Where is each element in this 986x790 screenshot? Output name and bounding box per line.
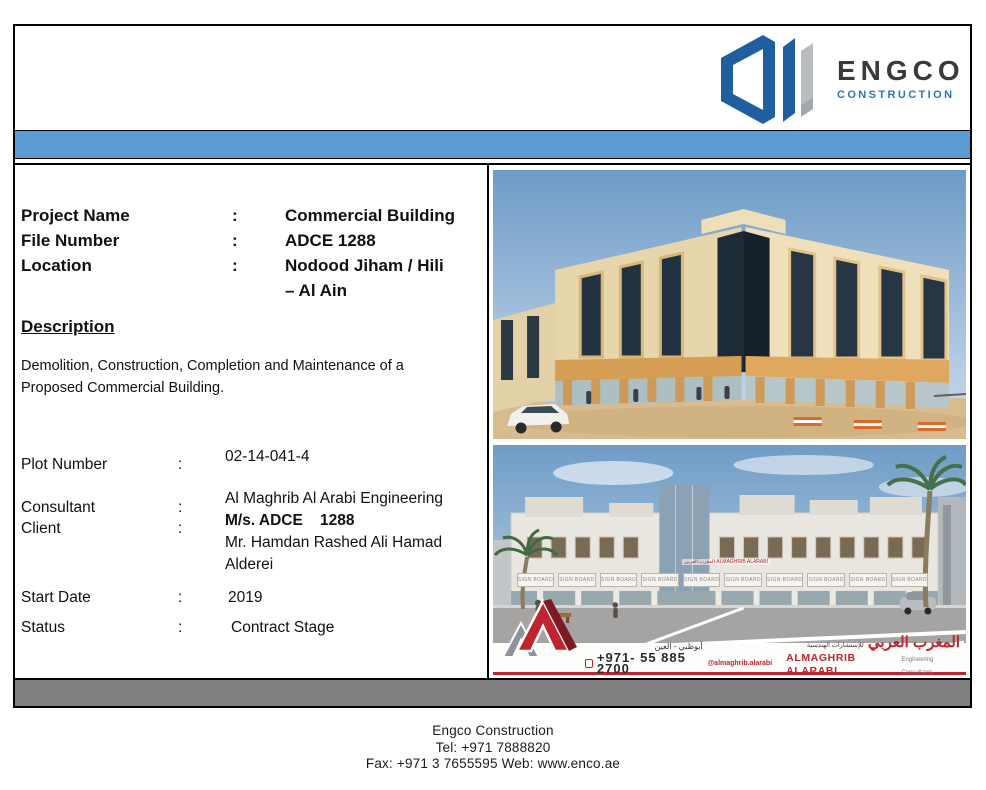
sign-board: SIGN BOARD xyxy=(891,573,929,587)
sign-board: SIGN BOARD xyxy=(558,573,596,587)
sign-board: SIGN BOARD xyxy=(849,573,887,587)
colon: : xyxy=(232,206,238,225)
start-date-label: Start Date xyxy=(21,589,91,606)
developer-logo-icon xyxy=(499,591,587,675)
instagram-handle: @almaghrib.alarabi xyxy=(707,659,773,667)
footer-tel: Tel: +971 7888820 xyxy=(435,739,551,755)
colon: : xyxy=(178,619,183,636)
facade-brand-sign: المغرب العربي ALMAGHRIB ALARABI xyxy=(684,559,768,565)
consultant-value-line1: Al Maghrib Al Arabi Engineering xyxy=(225,490,443,507)
sign-board: SIGN BOARD xyxy=(724,573,762,587)
plot-number-label: Plot Number xyxy=(21,456,108,473)
banner-contact xyxy=(585,641,772,674)
colon: : xyxy=(178,589,183,606)
banner-tagline-ar: للإستشارات الهندسية xyxy=(806,641,864,649)
photo-building-construction xyxy=(493,170,966,439)
consultant-label: Consultant xyxy=(21,499,96,516)
page-frame xyxy=(13,24,972,708)
project-details xyxy=(15,165,489,680)
sign-board: SIGN BOARD xyxy=(517,573,555,587)
sign-board-strip xyxy=(517,573,929,587)
project-photos xyxy=(489,165,970,680)
client-value-line2: Alderei xyxy=(225,556,274,573)
logo-title: ENGCO xyxy=(837,55,965,86)
status-label: Status xyxy=(21,619,65,636)
description-heading: Description xyxy=(21,317,115,336)
colon: : xyxy=(232,256,238,275)
file-number-label: File Number xyxy=(21,231,120,250)
banner-city: أبوظبي - العين xyxy=(654,642,703,651)
file-number-value: ADCE 1288 xyxy=(285,231,376,250)
top-accent-bar xyxy=(15,130,970,159)
project-name-value: Commercial Building xyxy=(285,206,456,225)
colon: : xyxy=(178,520,183,537)
sign-board: SIGN BOARD xyxy=(641,573,679,587)
footer-company: Engco Construction xyxy=(432,723,554,738)
construction-photo-illustration xyxy=(493,170,966,439)
sign-board: SIGN BOARD xyxy=(766,573,804,587)
photo-building-rendering xyxy=(493,445,966,675)
colon: : xyxy=(178,456,183,473)
plot-number-value: 02-14-041-4 xyxy=(225,448,310,465)
banner-brand-en: ALMAGHRIB ALARABI xyxy=(786,651,856,675)
header xyxy=(15,26,970,130)
engco-logo-icon xyxy=(713,33,831,125)
sign-board: SIGN BOARD xyxy=(807,573,845,587)
status-value: Contract Stage xyxy=(231,619,335,636)
bottom-accent-bar xyxy=(15,678,970,706)
location-value-line1: Nodood Jiham / Hili xyxy=(285,256,444,275)
start-date-value: 2019 xyxy=(228,589,263,606)
logo-subtitle: CONSTRUCTION xyxy=(837,89,955,101)
company-logo xyxy=(837,56,965,101)
content-table xyxy=(15,163,970,680)
project-name-label: Project Name xyxy=(21,206,130,225)
client-value-line1: Mr. Hamdan Rashed Ali Hamad xyxy=(225,534,443,551)
banner-phone: +971- 55 885 2700 xyxy=(596,650,686,675)
banner-brand xyxy=(786,633,960,676)
consultant-value-line2: M/s. ADCE 1288 xyxy=(225,512,355,529)
footer xyxy=(0,723,986,773)
location-value-line2: – Al Ain xyxy=(285,281,348,300)
colon: : xyxy=(178,499,183,516)
sign-board: SIGN BOARD xyxy=(600,573,638,587)
footer-fax-web: Fax: +971 3 7655595 Web: www.enco.ae xyxy=(365,756,621,771)
sign-board: SIGN BOARD xyxy=(683,573,721,587)
colon: : xyxy=(232,231,238,250)
client-label: Client xyxy=(21,520,61,537)
description-text: Demolition, Construction, Completion and Maintenance of a Proposed Commercial Building. xyxy=(21,358,404,396)
location-label: Location xyxy=(21,256,92,275)
banner-brand-sub: Engineering Consultants xyxy=(901,656,934,675)
banner-brand-ar: المغرب العربي xyxy=(867,633,960,651)
